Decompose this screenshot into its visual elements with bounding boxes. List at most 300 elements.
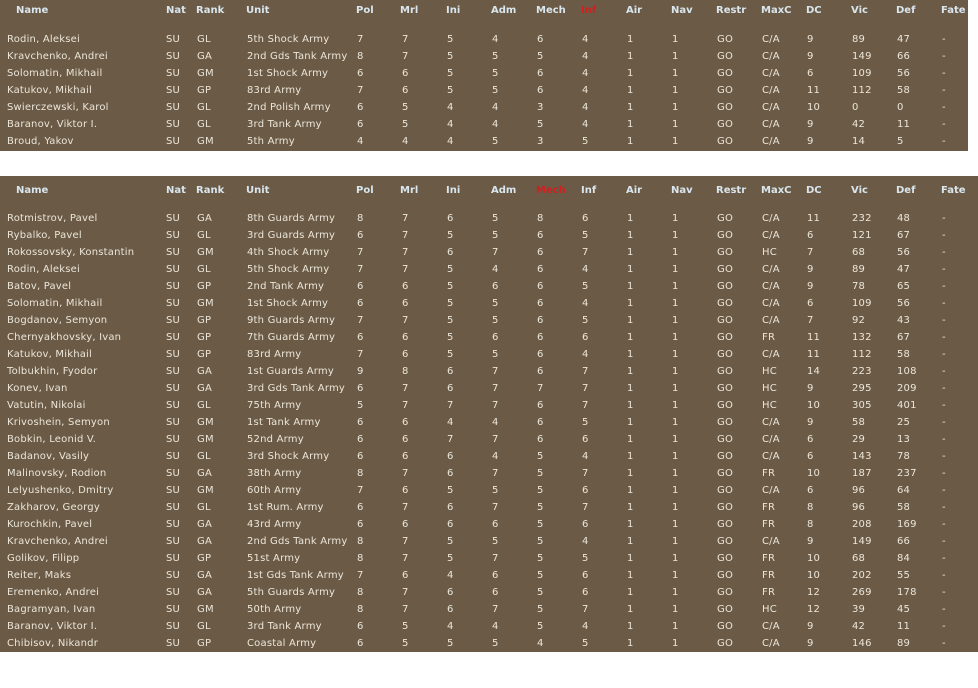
table-row[interactable] [0, 449, 978, 466]
table-row[interactable] [0, 279, 978, 296]
cell-dc: 6 [807, 298, 814, 309]
cell-name[interactable]: Rodin, Aleksei [7, 264, 80, 275]
cell-air: 1 [627, 102, 634, 113]
cell-name[interactable]: Kravchenko, Andrei [7, 536, 108, 547]
cell-restr: GO [717, 315, 734, 326]
cell-nat: SU [166, 451, 181, 462]
cell-name[interactable]: Chibisov, Nikandr [7, 638, 99, 649]
table-row[interactable] [0, 534, 978, 551]
cell-ini: 6 [447, 587, 454, 598]
cell-name[interactable]: Kurochkin, Pavel [7, 519, 93, 530]
cell-def: 58 [897, 502, 911, 513]
column-header-pol[interactable]: Pol [356, 185, 374, 196]
cell-rank: GM [197, 68, 214, 79]
cell-vic: 149 [852, 536, 872, 547]
table-row[interactable] [0, 228, 978, 245]
cell-unit: 50th Army [247, 604, 302, 615]
column-header-mech[interactable]: Mech [536, 185, 566, 196]
cell-pol: 5 [357, 400, 364, 411]
column-header-inf[interactable]: Inf [581, 185, 597, 196]
table-row[interactable] [0, 466, 978, 483]
cell-unit: 75th Army [247, 400, 302, 411]
cell-nav: 1 [672, 638, 679, 649]
leader-table-1 [0, 0, 968, 151]
cell-ini: 6 [447, 383, 454, 394]
cell-nav: 1 [672, 213, 679, 224]
table-row[interactable] [0, 432, 978, 449]
cell-fate: - [942, 400, 946, 411]
cell-dc: 12 [807, 604, 821, 615]
cell-maxc: C/A [762, 119, 780, 130]
cell-dc: 10 [807, 553, 821, 564]
cell-unit: 3rd Tank Army [247, 119, 322, 130]
column-header-vic[interactable]: Vic [851, 185, 868, 196]
column-header-rank[interactable]: Rank [196, 5, 225, 16]
column-header-dc[interactable]: DC [806, 185, 822, 196]
column-header-mrl[interactable]: Mrl [400, 185, 419, 196]
cell-name[interactable]: Lelyushenko, Dmitry [7, 485, 114, 496]
table-row[interactable] [0, 517, 978, 534]
cell-pol: 8 [357, 213, 364, 224]
cell-nat: SU [166, 400, 181, 411]
cell-vic: 109 [852, 68, 872, 79]
cell-unit: 5th Guards Army [247, 587, 336, 598]
cell-restr: GO [717, 417, 734, 428]
cell-dc: 10 [807, 468, 821, 479]
cell-nav: 1 [672, 417, 679, 428]
table-row[interactable] [0, 32, 968, 49]
cell-name[interactable]: Zakharov, Georgy [7, 502, 100, 513]
cell-name[interactable]: Katukov, Mikhail [7, 85, 93, 96]
column-header-restr[interactable]: Restr [716, 185, 747, 196]
cell-inf: 4 [582, 298, 589, 309]
cell-unit: 2nd Gds Tank Army [247, 536, 348, 547]
cell-rank: GA [197, 468, 212, 479]
cell-adm: 4 [492, 102, 499, 113]
cell-maxc: C/A [762, 621, 780, 632]
cell-rank: GL [197, 119, 211, 130]
table-row[interactable] [0, 619, 978, 636]
cell-mech: 6 [537, 349, 544, 360]
cell-nav: 1 [672, 468, 679, 479]
cell-dc: 9 [807, 264, 814, 275]
cell-dc: 6 [807, 451, 814, 462]
cell-vic: 96 [852, 485, 866, 496]
cell-unit: 7th Guards Army [247, 332, 336, 343]
table-row[interactable] [0, 49, 968, 66]
cell-def: 66 [897, 536, 911, 547]
cell-maxc: C/A [762, 417, 780, 428]
cell-inf: 6 [582, 332, 589, 343]
table-row[interactable] [0, 551, 978, 568]
column-header-nat[interactable]: Nat [166, 185, 186, 196]
cell-fate: - [942, 332, 946, 343]
cell-vic: 78 [852, 281, 866, 292]
cell-nat: SU [166, 587, 181, 598]
cell-adm: 4 [492, 119, 499, 130]
cell-vic: 143 [852, 451, 872, 462]
cell-air: 1 [627, 230, 634, 241]
cell-dc: 6 [807, 68, 814, 79]
cell-unit: 1st Shock Army [247, 298, 329, 309]
cell-name[interactable]: Konev, Ivan [7, 383, 68, 394]
cell-fate: - [942, 213, 946, 224]
column-header-unit[interactable]: Unit [246, 185, 270, 196]
cell-ini: 7 [447, 400, 454, 411]
cell-air: 1 [627, 264, 634, 275]
cell-nat: SU [166, 332, 181, 343]
cell-mrl: 6 [402, 68, 409, 79]
cell-pol: 8 [357, 536, 364, 547]
table-row[interactable] [0, 483, 978, 500]
cell-air: 1 [627, 366, 634, 377]
cell-dc: 11 [807, 85, 821, 96]
cell-def: 67 [897, 230, 911, 241]
cell-dc: 9 [807, 136, 814, 147]
cell-name[interactable]: Tolbukhin, Fyodor [7, 366, 98, 377]
column-header-mrl[interactable]: Mrl [400, 5, 419, 16]
cell-name[interactable]: Malinovsky, Rodion [7, 468, 107, 479]
table-row[interactable] [0, 602, 978, 619]
cell-fate: - [942, 119, 946, 130]
cell-vic: 14 [852, 136, 866, 147]
cell-maxc: C/A [762, 68, 780, 79]
cell-ini: 7 [447, 434, 454, 445]
cell-maxc: HC [762, 383, 777, 394]
cell-name[interactable]: Rotmistrov, Pavel [7, 213, 98, 224]
cell-name[interactable]: Kravchenko, Andrei [7, 51, 108, 62]
cell-name[interactable]: Rodin, Aleksei [7, 34, 80, 45]
cell-air: 1 [627, 68, 634, 79]
cell-name[interactable]: Baranov, Viktor I. [7, 621, 98, 632]
cell-pol: 7 [357, 485, 364, 496]
cell-inf: 4 [582, 51, 589, 62]
cell-vic: 269 [852, 587, 872, 598]
table-row[interactable] [0, 117, 968, 134]
column-header-mech[interactable]: Mech [536, 5, 566, 16]
cell-adm: 7 [492, 247, 499, 258]
cell-nat: SU [166, 230, 181, 241]
column-header-ini[interactable]: Ini [446, 5, 461, 16]
table-row[interactable] [0, 585, 978, 602]
cell-name[interactable]: Bobkin, Leonid V. [7, 434, 97, 445]
column-header-nat[interactable]: Nat [166, 5, 186, 16]
table-row[interactable] [0, 568, 978, 585]
cell-name[interactable]: Solomatin, Mikhail [7, 68, 103, 79]
cell-name[interactable]: Badanov, Vasily [7, 451, 90, 462]
cell-rank: GM [197, 417, 214, 428]
column-header-name[interactable]: Name [16, 185, 49, 196]
column-header-fate[interactable]: Fate [941, 185, 966, 196]
cell-def: 55 [897, 570, 911, 581]
cell-maxc: HC [762, 400, 777, 411]
table-row[interactable] [0, 296, 978, 313]
cell-name[interactable]: Krivoshein, Semyon [7, 417, 110, 428]
table-row[interactable] [0, 330, 978, 347]
cell-vic: 112 [852, 85, 872, 96]
cell-rank: GA [197, 570, 212, 581]
table-row[interactable] [0, 381, 978, 398]
column-header-adm[interactable]: Adm [491, 5, 517, 16]
cell-dc: 14 [807, 366, 821, 377]
cell-nat: SU [166, 34, 181, 45]
cell-air: 1 [627, 553, 634, 564]
column-header-air[interactable]: Air [626, 185, 643, 196]
cell-ini: 5 [447, 553, 454, 564]
column-header-dc[interactable]: DC [806, 5, 822, 16]
column-header-fate[interactable]: Fate [941, 5, 966, 16]
table-row[interactable] [0, 347, 978, 364]
cell-ini: 6 [447, 366, 454, 377]
cell-name[interactable]: Vatutin, Nikolai [7, 400, 86, 411]
cell-maxc: C/A [762, 213, 780, 224]
cell-vic: 0 [852, 102, 859, 113]
cell-unit: 5th Army [247, 136, 295, 147]
column-header-rank[interactable]: Rank [196, 185, 225, 196]
cell-air: 1 [627, 570, 634, 581]
cell-ini: 5 [447, 349, 454, 360]
cell-pol: 4 [357, 136, 364, 147]
cell-air: 1 [627, 298, 634, 309]
column-header-pol[interactable]: Pol [356, 5, 374, 16]
cell-rank: GP [197, 332, 212, 343]
cell-name[interactable]: Solomatin, Mikhail [7, 298, 103, 309]
cell-maxc: FR [762, 570, 776, 581]
cell-fate: - [942, 34, 946, 45]
table-row[interactable] [0, 398, 978, 415]
cell-vic: 39 [852, 604, 866, 615]
cell-mech: 3 [537, 102, 544, 113]
cell-dc: 11 [807, 349, 821, 360]
column-header-restr[interactable]: Restr [716, 5, 747, 16]
table-row[interactable] [0, 364, 978, 381]
cell-mrl: 7 [402, 468, 409, 479]
cell-vic: 42 [852, 621, 866, 632]
table-row[interactable] [0, 134, 968, 151]
cell-inf: 6 [582, 485, 589, 496]
cell-name[interactable]: Swierczewski, Karol [7, 102, 109, 113]
cell-restr: GO [717, 502, 734, 513]
cell-fate: - [942, 281, 946, 292]
cell-ini: 5 [447, 638, 454, 649]
cell-name[interactable]: Reiter, Maks [7, 570, 72, 581]
cell-inf: 4 [582, 349, 589, 360]
cell-nat: SU [166, 536, 181, 547]
cell-name[interactable]: Rokossovsky, Konstantin [7, 247, 135, 258]
cell-nat: SU [166, 383, 181, 394]
table-row[interactable] [0, 100, 968, 117]
cell-vic: 42 [852, 119, 866, 130]
cell-nav: 1 [672, 264, 679, 275]
column-header-maxc[interactable]: MaxC [761, 185, 792, 196]
cell-nat: SU [166, 468, 181, 479]
cell-name[interactable]: Katukov, Mikhail [7, 349, 93, 360]
cell-inf: 4 [582, 536, 589, 547]
cell-name[interactable]: Bogdanov, Semyon [7, 315, 108, 326]
column-header-nav[interactable]: Nav [671, 5, 693, 16]
cell-air: 1 [627, 485, 634, 496]
leader-table-2 [0, 176, 978, 652]
column-header-vic[interactable]: Vic [851, 5, 868, 16]
cell-air: 1 [627, 587, 634, 598]
cell-name[interactable]: Rybalko, Pavel [7, 230, 82, 241]
cell-inf: 5 [582, 315, 589, 326]
cell-def: 43 [897, 315, 911, 326]
cell-pol: 6 [357, 638, 364, 649]
table-row[interactable] [0, 500, 978, 517]
cell-adm: 4 [492, 451, 499, 462]
cell-def: 67 [897, 332, 911, 343]
cell-ini: 5 [447, 230, 454, 241]
cell-name[interactable]: Golikov, Filipp [7, 553, 80, 564]
cell-rank: GM [197, 604, 214, 615]
cell-unit: 8th Guards Army [247, 213, 336, 224]
cell-maxc: C/A [762, 102, 780, 113]
cell-nat: SU [166, 102, 181, 113]
cell-air: 1 [627, 621, 634, 632]
cell-vic: 68 [852, 553, 866, 564]
cell-nav: 1 [672, 102, 679, 113]
cell-ini: 5 [447, 315, 454, 326]
cell-air: 1 [627, 638, 634, 649]
cell-rank: GL [197, 230, 211, 241]
cell-restr: GO [717, 332, 734, 343]
cell-rank: GA [197, 536, 212, 547]
cell-vic: 295 [852, 383, 872, 394]
cell-nav: 1 [672, 281, 679, 292]
cell-inf: 6 [582, 570, 589, 581]
cell-pol: 7 [357, 34, 364, 45]
cell-name[interactable]: Chernyakhovsky, Ivan [7, 332, 122, 343]
cell-adm: 7 [492, 366, 499, 377]
column-header-adm[interactable]: Adm [491, 185, 517, 196]
table-row[interactable] [0, 313, 978, 330]
cell-adm: 6 [492, 332, 499, 343]
cell-inf: 5 [582, 230, 589, 241]
cell-ini: 4 [447, 136, 454, 147]
column-header-def[interactable]: Def [896, 5, 916, 16]
column-header-unit[interactable]: Unit [246, 5, 270, 16]
cell-dc: 9 [807, 119, 814, 130]
cell-mrl: 7 [402, 553, 409, 564]
cell-inf: 7 [582, 383, 589, 394]
cell-pol: 7 [357, 247, 364, 258]
cell-adm: 7 [492, 553, 499, 564]
cell-name[interactable]: Bagramyan, Ivan [7, 604, 96, 615]
table-row[interactable] [0, 211, 978, 228]
cell-inf: 4 [582, 34, 589, 45]
table-row[interactable] [0, 415, 978, 432]
cell-pol: 6 [357, 417, 364, 428]
table-row[interactable] [0, 83, 968, 100]
cell-fate: - [942, 349, 946, 360]
column-header-inf[interactable]: Inf [581, 5, 597, 16]
cell-nav: 1 [672, 85, 679, 96]
cell-name[interactable]: Batov, Pavel [7, 281, 72, 292]
cell-rank: GM [197, 485, 214, 496]
cell-dc: 8 [807, 519, 814, 530]
cell-def: 178 [897, 587, 917, 598]
cell-restr: GO [717, 213, 734, 224]
cell-mech: 6 [537, 400, 544, 411]
cell-adm: 7 [492, 434, 499, 445]
cell-vic: 89 [852, 264, 866, 275]
cell-adm: 7 [492, 468, 499, 479]
cell-fate: - [942, 366, 946, 377]
cell-mrl: 7 [402, 383, 409, 394]
cell-def: 401 [897, 400, 917, 411]
cell-name[interactable]: Eremenko, Andrei [7, 587, 100, 598]
column-header-name[interactable]: Name [16, 5, 49, 16]
column-header-air[interactable]: Air [626, 5, 643, 16]
cell-mrl: 5 [402, 102, 409, 113]
column-header-maxc[interactable]: MaxC [761, 5, 792, 16]
cell-maxc: C/A [762, 85, 780, 96]
cell-rank: GM [197, 247, 214, 258]
cell-fate: - [942, 298, 946, 309]
cell-mech: 6 [537, 298, 544, 309]
cell-dc: 10 [807, 400, 821, 411]
column-header-ini[interactable]: Ini [446, 185, 461, 196]
header-row [0, 2, 968, 22]
cell-maxc: HC [762, 604, 777, 615]
cell-def: 66 [897, 51, 911, 62]
cell-inf: 7 [582, 247, 589, 258]
cell-unit: 2nd Tank Army [247, 281, 325, 292]
cell-name[interactable]: Baranov, Viktor I. [7, 119, 98, 130]
cell-unit: 1st Shock Army [247, 68, 329, 79]
cell-mrl: 7 [402, 604, 409, 615]
cell-fate: - [942, 451, 946, 462]
cell-dc: 9 [807, 417, 814, 428]
table-row[interactable] [0, 636, 978, 653]
cell-mech: 5 [537, 536, 544, 547]
table-row[interactable] [0, 66, 968, 83]
cell-mrl: 6 [402, 281, 409, 292]
cell-nat: SU [166, 349, 181, 360]
cell-name[interactable]: Broud, Yakov [7, 136, 74, 147]
column-header-nav[interactable]: Nav [671, 185, 693, 196]
cell-fate: - [942, 383, 946, 394]
cell-maxc: C/A [762, 34, 780, 45]
cell-vic: 146 [852, 638, 872, 649]
cell-mrl: 7 [402, 400, 409, 411]
table-row[interactable] [0, 245, 978, 262]
table-row[interactable] [0, 262, 978, 279]
cell-fate: - [942, 468, 946, 479]
cell-dc: 9 [807, 621, 814, 632]
column-header-def[interactable]: Def [896, 185, 916, 196]
cell-nat: SU [166, 68, 181, 79]
table-body [0, 211, 978, 653]
cell-mrl: 8 [402, 366, 409, 377]
cell-pol: 8 [357, 51, 364, 62]
cell-mrl: 7 [402, 51, 409, 62]
cell-pol: 8 [357, 587, 364, 598]
cell-dc: 7 [807, 247, 814, 258]
cell-mech: 3 [537, 136, 544, 147]
cell-fate: - [942, 638, 946, 649]
cell-maxc: C/A [762, 536, 780, 547]
cell-pol: 7 [357, 264, 364, 275]
cell-air: 1 [627, 536, 634, 547]
cell-mech: 5 [537, 587, 544, 598]
cell-restr: GO [717, 400, 734, 411]
cell-vic: 112 [852, 349, 872, 360]
cell-pol: 8 [357, 553, 364, 564]
cell-nav: 1 [672, 383, 679, 394]
cell-adm: 6 [492, 587, 499, 598]
